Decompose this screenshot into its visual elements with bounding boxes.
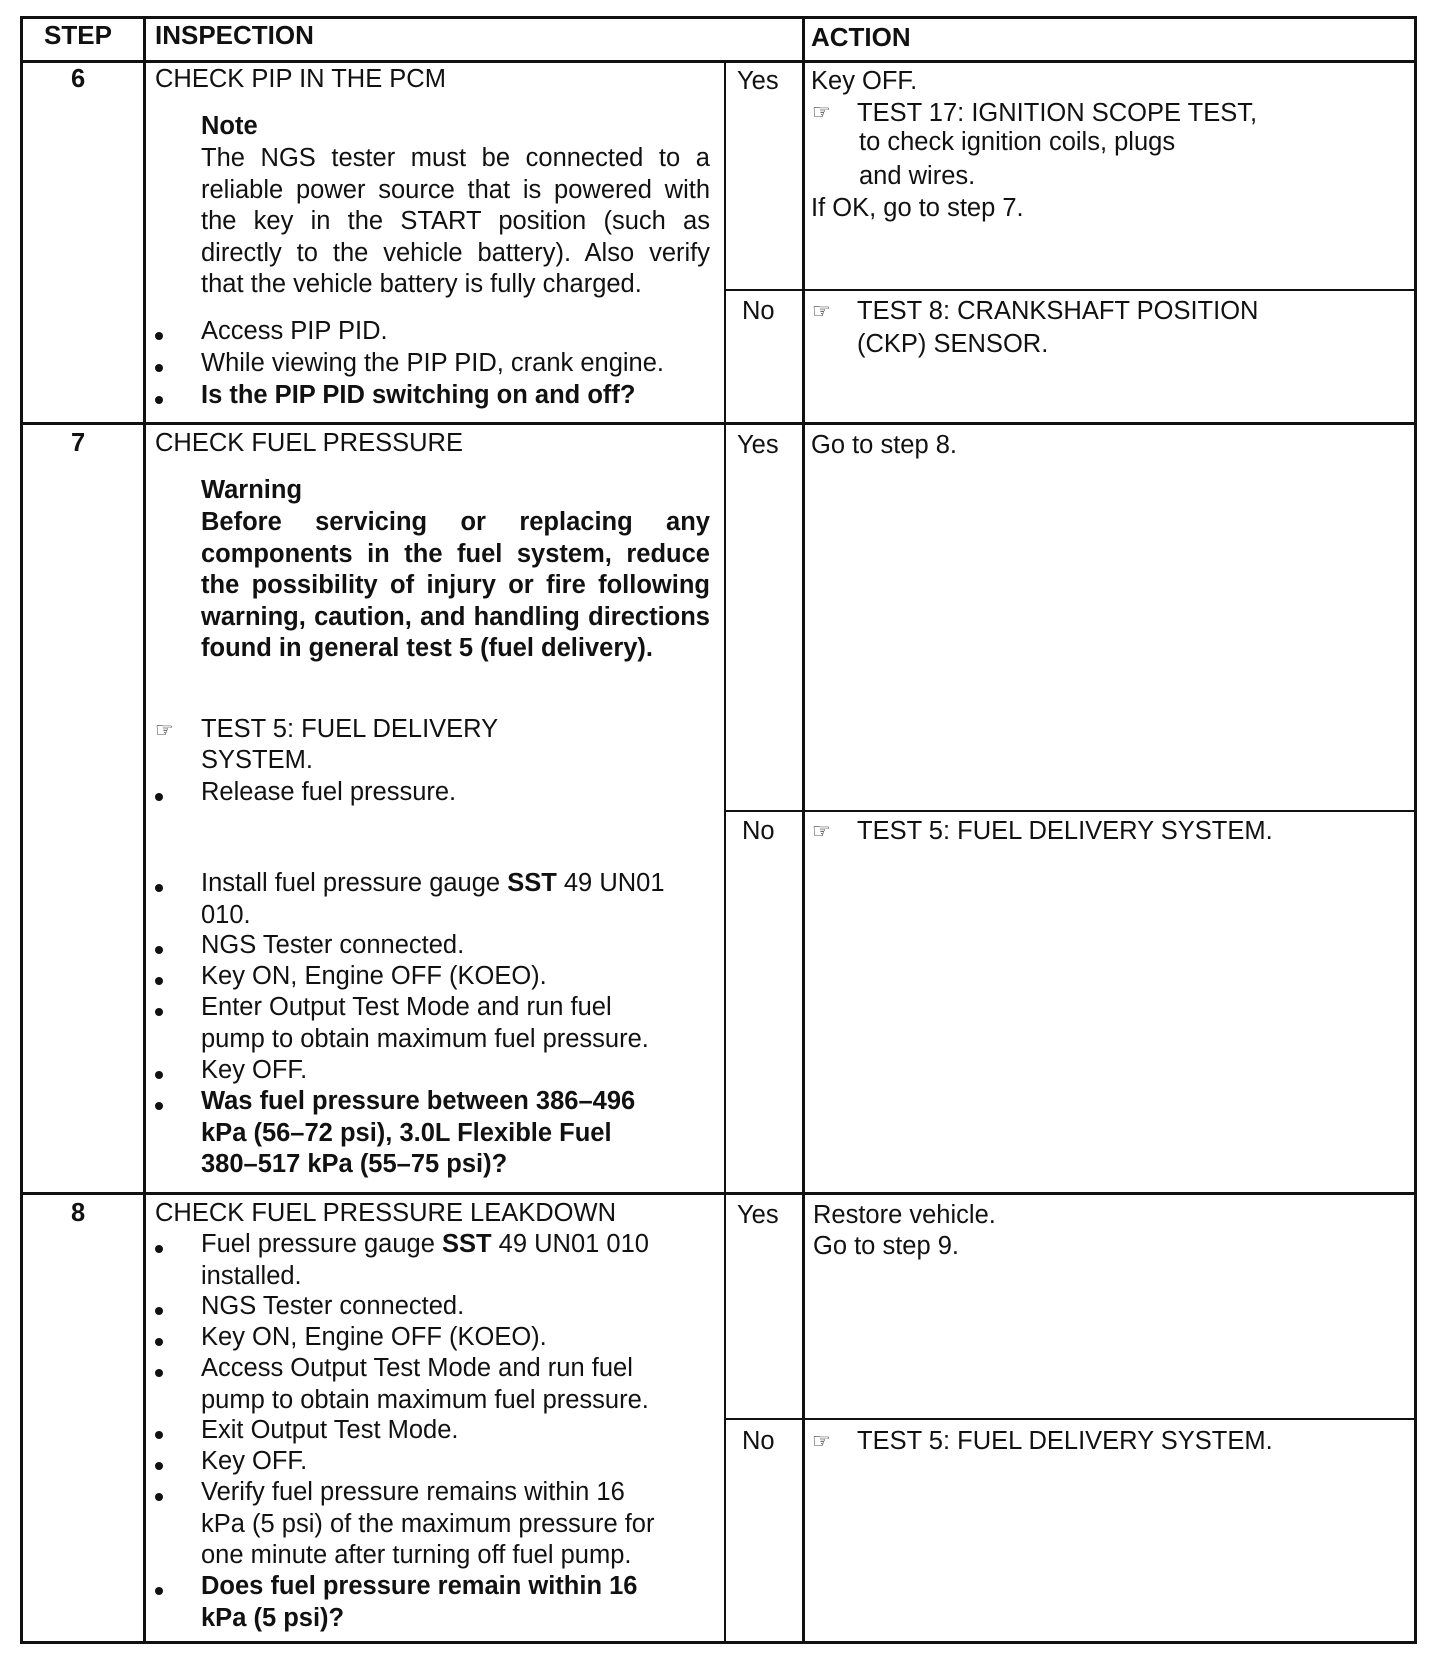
step6-yes-no-divider — [724, 289, 1417, 291]
action-text: Key OFF. — [811, 67, 918, 95]
inspection-bullet: Access Output Test Mode and run fuel pump to obtain maximum fuel pressure. — [201, 1354, 649, 1414]
inspection-question: Was fuel pressure between 386–496 kPa (56–72 psi), 3.0L Flexible Fuel 380–517 kPa (55–75 psi)? — [201, 1087, 636, 1178]
bullet-icon — [155, 332, 163, 340]
hand-pointer-icon: ☞ — [812, 1430, 831, 1453]
step-number: 8 — [71, 1199, 86, 1227]
note-text: The NGS tester must be connected to a reliable power source that is powered with the key in the START position (such as directly to the vehicle battery). Also verify that the vehicle battery is fully charged. — [201, 144, 710, 298]
inspection-question: Does fuel pressure remain within 16 kPa (5 psi)? — [201, 1572, 638, 1632]
action-text: If OK, go to step 7. — [811, 194, 1024, 222]
table-border-left — [20, 16, 23, 1644]
bullet-icon — [155, 1245, 163, 1253]
inspection-bullet: While viewing the PIP PID, crank engine. — [201, 349, 665, 377]
warning-title: Warning — [201, 476, 303, 504]
inspection-bullet: Key ON, Engine OFF (KOEO). — [201, 1323, 547, 1351]
bullet-icon — [155, 1587, 163, 1595]
bullet-icon — [155, 793, 163, 801]
step7-yes-no-divider — [724, 810, 1417, 812]
inspection-bullet: Release fuel pressure. — [201, 778, 457, 806]
no-label: No — [742, 817, 775, 845]
inspection-bullet: NGS Tester connected. — [201, 1292, 465, 1320]
hand-pointer-icon: ☞ — [812, 300, 831, 323]
inspection-bullet: Key OFF. — [201, 1056, 308, 1084]
hand-pointer-icon: ☞ — [812, 101, 831, 124]
step-title: CHECK FUEL PRESSURE — [155, 429, 463, 457]
inspection-bullet: Verify fuel pressure remains within 16 kPa (5 psi) of the maximum pressure for one minute after turning off fuel pump. — [201, 1478, 655, 1569]
action-test-reference: TEST 5: FUEL DELIVERY SYSTEM. — [857, 1427, 1273, 1455]
bullet-icon — [155, 364, 163, 372]
table-border-right — [1414, 16, 1417, 1644]
inspection-bullet: Exit Output Test Mode. — [201, 1416, 459, 1444]
inspection-bullet: Install fuel pressure gauge SST 49 UN01 010. — [201, 869, 665, 929]
inspection-bullet: Enter Output Test Mode and run fuel pump to obtain maximum fuel pressure. — [201, 993, 649, 1053]
step8-yes-no-divider — [724, 1418, 1417, 1420]
bullet-icon — [155, 1307, 163, 1315]
bullet-icon — [155, 1493, 163, 1501]
action-text: Go to step 9. — [813, 1232, 960, 1260]
bullet-icon — [155, 1008, 163, 1016]
action-text: and wires. — [859, 162, 976, 190]
action-column-divider — [802, 16, 805, 1644]
action-text: to check ignition coils, plugs — [859, 128, 1176, 156]
bullet-icon — [155, 1338, 163, 1346]
yes-label: Yes — [737, 431, 779, 459]
header-step: STEP — [44, 20, 112, 50]
step-column-divider — [143, 16, 146, 1644]
note-title: Note — [201, 112, 258, 140]
step-number: 6 — [71, 65, 86, 93]
action-text: Restore vehicle. — [813, 1201, 996, 1229]
no-label: No — [742, 297, 775, 325]
step6-row-divider — [20, 422, 1417, 425]
hand-pointer-icon: ☞ — [155, 719, 174, 742]
bullet-icon — [155, 1071, 163, 1079]
action-text: Go to step 8. — [811, 431, 958, 459]
step-title: CHECK PIP IN THE PCM — [155, 65, 446, 93]
action-test-reference: TEST 17: IGNITION SCOPE TEST, — [857, 99, 1258, 127]
yes-label: Yes — [737, 1201, 779, 1229]
bullet-icon — [155, 396, 163, 404]
inspection-bullet: Key OFF. — [201, 1447, 308, 1475]
warning-text: Before servicing or replacing any components in the fuel system, reduce the possibility of injury or fire following warning, caution, and handling directions found in general test 5 (fuel delivery). — [201, 508, 710, 662]
inspection-test-reference: SYSTEM. — [201, 746, 313, 774]
inspection-question: Is the PIP PID switching on and off? — [201, 381, 636, 409]
header-inspection: INSPECTION — [155, 20, 314, 50]
action-test-reference: TEST 8: CRANKSHAFT POSITION — [857, 297, 1259, 325]
result-column-divider — [724, 62, 726, 1642]
inspection-bullet: NGS Tester connected. — [201, 931, 465, 959]
step-title: CHECK FUEL PRESSURE LEAKDOWN — [155, 1199, 616, 1227]
table-border-bottom — [20, 1641, 1417, 1644]
hand-pointer-icon: ☞ — [812, 820, 831, 843]
inspection-bullet: Access PIP PID. — [201, 317, 388, 345]
bullet-icon — [155, 1102, 163, 1110]
bullet-icon — [155, 884, 163, 892]
yes-label: Yes — [737, 67, 779, 95]
table-border-top — [20, 16, 1417, 19]
inspection-bullet: Fuel pressure gauge SST 49 UN01 010 installed. — [201, 1230, 649, 1290]
bullet-icon — [155, 1462, 163, 1470]
action-text: (CKP) SENSOR. — [857, 330, 1049, 358]
bullet-icon — [155, 946, 163, 954]
header-row-divider — [20, 60, 1417, 63]
step7-row-divider — [20, 1192, 1417, 1195]
inspection-bullet: Key ON, Engine OFF (KOEO). — [201, 962, 547, 990]
bullet-icon — [155, 1431, 163, 1439]
action-test-reference: TEST 5: FUEL DELIVERY SYSTEM. — [857, 817, 1273, 845]
inspection-test-reference: TEST 5: FUEL DELIVERY — [201, 715, 499, 743]
bullet-icon — [155, 977, 163, 985]
bullet-icon — [155, 1369, 163, 1377]
step-number: 7 — [71, 429, 86, 457]
header-action: ACTION — [811, 22, 911, 52]
no-label: No — [742, 1427, 775, 1455]
